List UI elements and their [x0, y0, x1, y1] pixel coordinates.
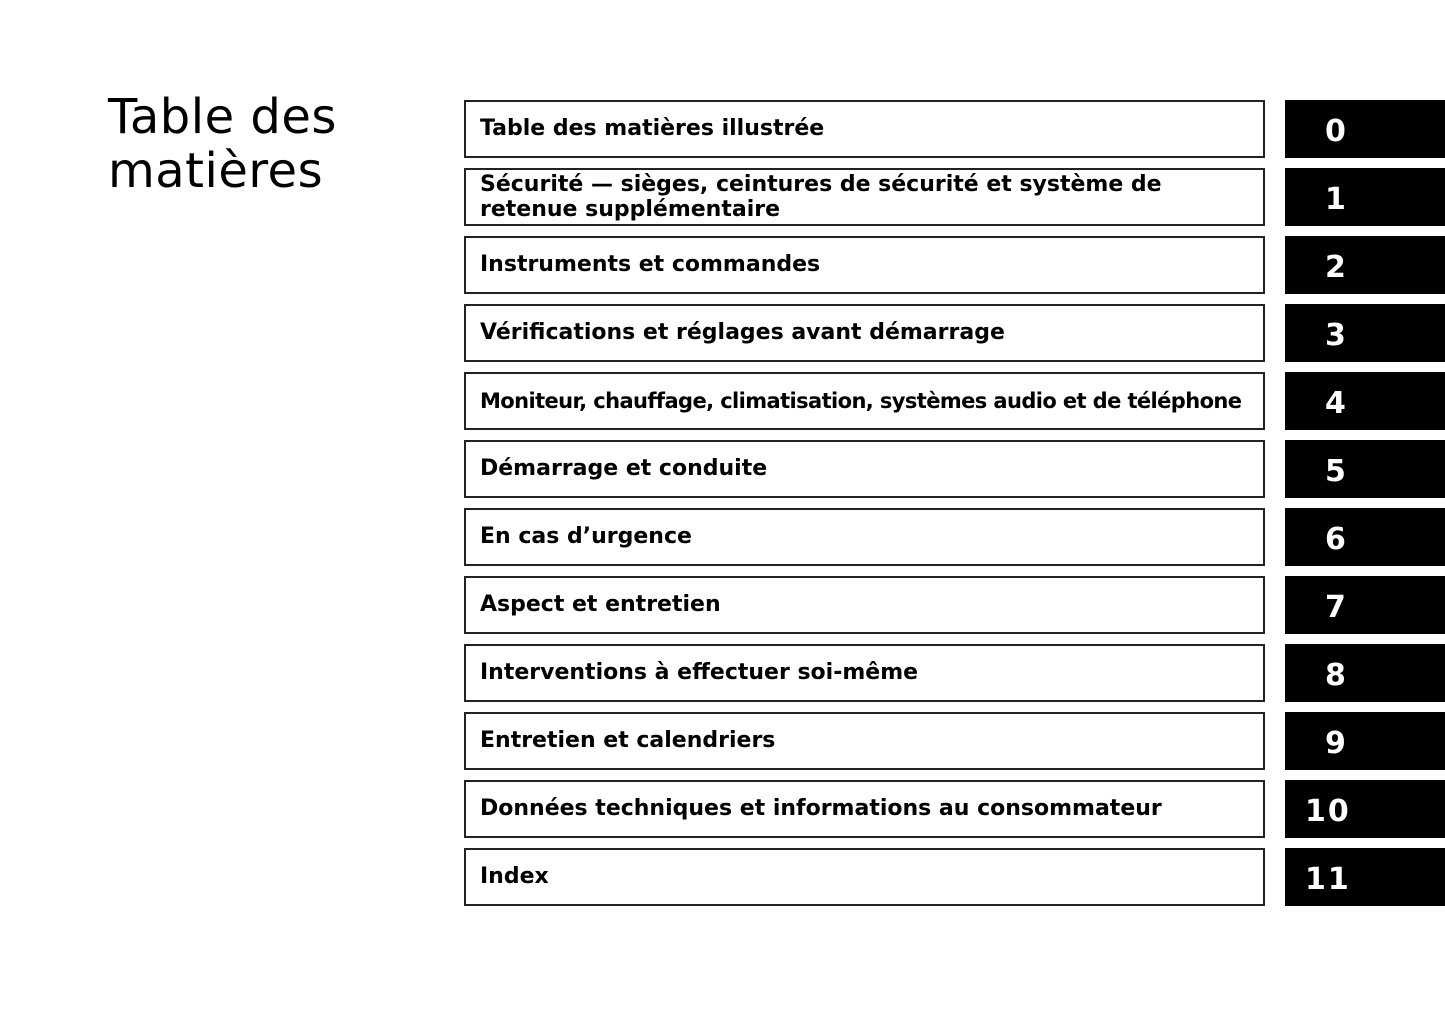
toc-entry-label: Vérifications et réglages avant démarrage [480, 320, 1005, 345]
toc-row-11 [464, 848, 1445, 906]
chapter-tab-9[interactable] [1285, 712, 1445, 770]
chapter-tab-0[interactable] [1285, 100, 1445, 158]
toc-entry-label: Démarrage et conduite [480, 456, 768, 481]
chapter-number: 10 [1305, 794, 1351, 829]
toc-row-0 [464, 100, 1445, 158]
chapter-number: 6 [1325, 522, 1348, 557]
chapter-number: 11 [1305, 862, 1351, 897]
toc-entry-11[interactable] [464, 848, 1265, 906]
chapter-number: 7 [1325, 590, 1348, 625]
chapter-tab-8[interactable] [1285, 644, 1445, 702]
page-title: Table des matières [108, 89, 337, 199]
chapter-tab-2[interactable] [1285, 236, 1445, 294]
toc-entry-0[interactable] [464, 100, 1265, 158]
chapter-tab-10[interactable] [1285, 780, 1445, 838]
chapter-number: 5 [1325, 454, 1348, 489]
chapter-number: 2 [1325, 250, 1348, 285]
toc-entry-label: Interventions à effectuer soi-même [480, 660, 919, 685]
toc-entry-2[interactable] [464, 236, 1265, 294]
toc-row-6 [464, 508, 1445, 566]
toc-entry-10[interactable] [464, 780, 1265, 838]
toc-entry-4[interactable] [464, 372, 1265, 430]
toc-entry-label: Entretien et calendriers [480, 728, 776, 753]
chapter-number: 8 [1325, 658, 1348, 693]
toc-row-5 [464, 440, 1445, 498]
toc-entry-label: Sécurité — sièges, ceintures de sécurité et système de retenue supplémentaire [480, 172, 1162, 222]
chapter-number: 0 [1325, 114, 1348, 149]
chapter-tab-1[interactable] [1285, 168, 1445, 226]
chapter-tab-3[interactable] [1285, 304, 1445, 362]
chapter-number: 9 [1325, 726, 1348, 761]
toc-entry-label: Moniteur, chauffage, climatisation, systèmes audio et de téléphone [480, 389, 1242, 413]
chapter-tab-4[interactable] [1285, 372, 1445, 430]
toc-row-9 [464, 712, 1445, 770]
toc-entry-5[interactable] [464, 440, 1265, 498]
toc-entry-label: Table des matières illustrée [480, 116, 825, 141]
toc-entry-8[interactable] [464, 644, 1265, 702]
chapter-tab-5[interactable] [1285, 440, 1445, 498]
toc-entry-7[interactable] [464, 576, 1265, 634]
toc-row-1 [464, 168, 1445, 226]
chapter-tab-11[interactable] [1285, 848, 1445, 906]
toc-row-2 [464, 236, 1445, 294]
toc-entry-label: Instruments et commandes [480, 252, 821, 277]
toc-entry-1[interactable] [464, 168, 1265, 226]
chapter-number: 3 [1325, 318, 1348, 353]
chapter-tab-6[interactable] [1285, 508, 1445, 566]
toc-row-4 [464, 372, 1445, 430]
toc-row-7 [464, 576, 1445, 634]
toc-entry-label: Aspect et entretien [480, 592, 721, 617]
chapter-tab-7[interactable] [1285, 576, 1445, 634]
chapter-number: 4 [1325, 386, 1348, 421]
chapter-number: 1 [1325, 182, 1348, 217]
toc-entry-3[interactable] [464, 304, 1265, 362]
toc-row-8 [464, 644, 1445, 702]
toc-entry-label: En cas d’urgence [480, 524, 692, 549]
toc-entry-label: Index [480, 864, 549, 889]
toc-entry-label: Données techniques et informations au consommateur [480, 796, 1162, 821]
toc-entry-9[interactable] [464, 712, 1265, 770]
toc-row-3 [464, 304, 1445, 362]
toc-entry-6[interactable] [464, 508, 1265, 566]
toc-row-10 [464, 780, 1445, 838]
